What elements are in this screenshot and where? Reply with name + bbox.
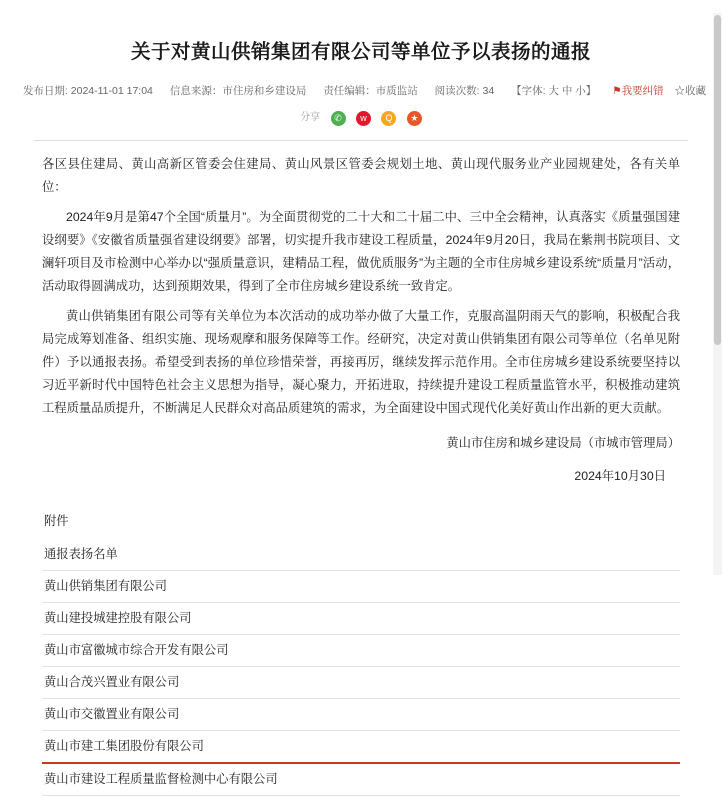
view-count: 阅读次数: 34 [434,85,495,98]
star-icon: ☆ [674,85,686,98]
font-size-switcher[interactable]: 【字体: 大 中 小】 [511,85,597,98]
editor-label: 责任编辑：市质监站 [323,85,418,98]
list-item[interactable]: 黄山市建设工程质量监督检测中心有限公司 [42,764,680,796]
divider [34,140,688,141]
flag-icon: ⚑ [612,85,622,98]
page-title: 关于对黄山供销集团有限公司等单位予以表扬的通报 [130,41,591,64]
attachment-list [42,539,680,796]
publish-date: 发布日期: 2024-11-01 17:04 [22,85,153,98]
document-page [0,13,722,787]
source-label: 信息来源：市住房和乡建设局 [169,85,307,98]
share-label: 分享 [300,112,321,124]
list-item[interactable]: 黄山市富徽城市综合开发有限公司 [42,635,680,667]
wechat-icon[interactable]: ✆ [331,111,346,126]
paragraph-salutation: 各区县住建局、黄山高新区管委会住建局、黄山风景区管委会规划土地、黄山现代服务业产业园规建处，各有关单位： [42,157,680,195]
signature: 黄山市住房和城乡建设局（市城市管理局） [446,436,680,451]
favorite-star-icon[interactable]: ★ [407,111,422,126]
document-meta [0,83,722,99]
report-error-link[interactable] [612,85,663,97]
attachment-section [0,510,722,796]
report-error-label: 我要纠错 [621,85,664,98]
share-bar [0,108,722,128]
favorite-link[interactable] [675,85,707,97]
list-item[interactable]: 黄山供销集团有限公司 [42,571,680,603]
paragraph-1: 2024年9月是第47个全国“质量月”。为全面贯彻党的二十大和二十届二中、三中全会精神，认真落实《质量强国建设纲要》《安徽省质量强省建设纲要》部署，切实提升我市建设工程质量，2024年9月20日，我局在紫荆书院项目、文澜轩项目及市检测中心举办以“强质量意识，建精品工程，做优质服务”为主题的全市住房城乡建设系统“质量月”活动，活动取得圆满成功，达到预期效果，得到了全市住房城乡建设系统一致肯定。 [42,210,680,294]
list-item[interactable]: 黄山合茂兴置业有限公司 [42,667,680,699]
scrollbar-thumb[interactable] [714,15,721,345]
list-item[interactable]: 黄山建投城建控股有限公司 [42,603,680,635]
scrollbar[interactable] [713,13,722,575]
list-item: 通报表扬名单 [42,539,680,571]
document-body [0,153,722,488]
attachment-label: 附件 [44,514,69,529]
qzone-icon[interactable]: Q [381,111,396,126]
list-item[interactable]: 黄山市交徽置业有限公司 [42,699,680,731]
signature-date: 2024年10月30日 [574,469,666,484]
list-item-highlighted[interactable]: 黄山市建工集团股份有限公司 [42,731,680,764]
paragraph-2: 黄山供销集团有限公司等有关单位为本次活动的成功举办做了大量工作，克服高温阴雨天气的影响，积极配合我局完成筹划准备、组织实施、现场观摩和服务保障等工作。经研究，决定对黄山供销集团有限公司等单位（名单见附件）予以通报表扬。希望受到表扬的单位珍惜荣誉，再接再厉，继续发挥示范作用。全市住房城乡建设系统要坚持以习近平新时代中国特色社会主义思想为指导，凝心聚力，开拓进取，持续提升建设工程质量监管水平，积极推动建筑工程质量品质提升，不断满足人民群众对高品质建筑的需求，为全面建设中国式现代化美好黄山作出新的更大贡献。 [42,309,680,416]
weibo-icon[interactable]: w [356,111,371,126]
favorite-label: 收藏 [685,85,707,98]
